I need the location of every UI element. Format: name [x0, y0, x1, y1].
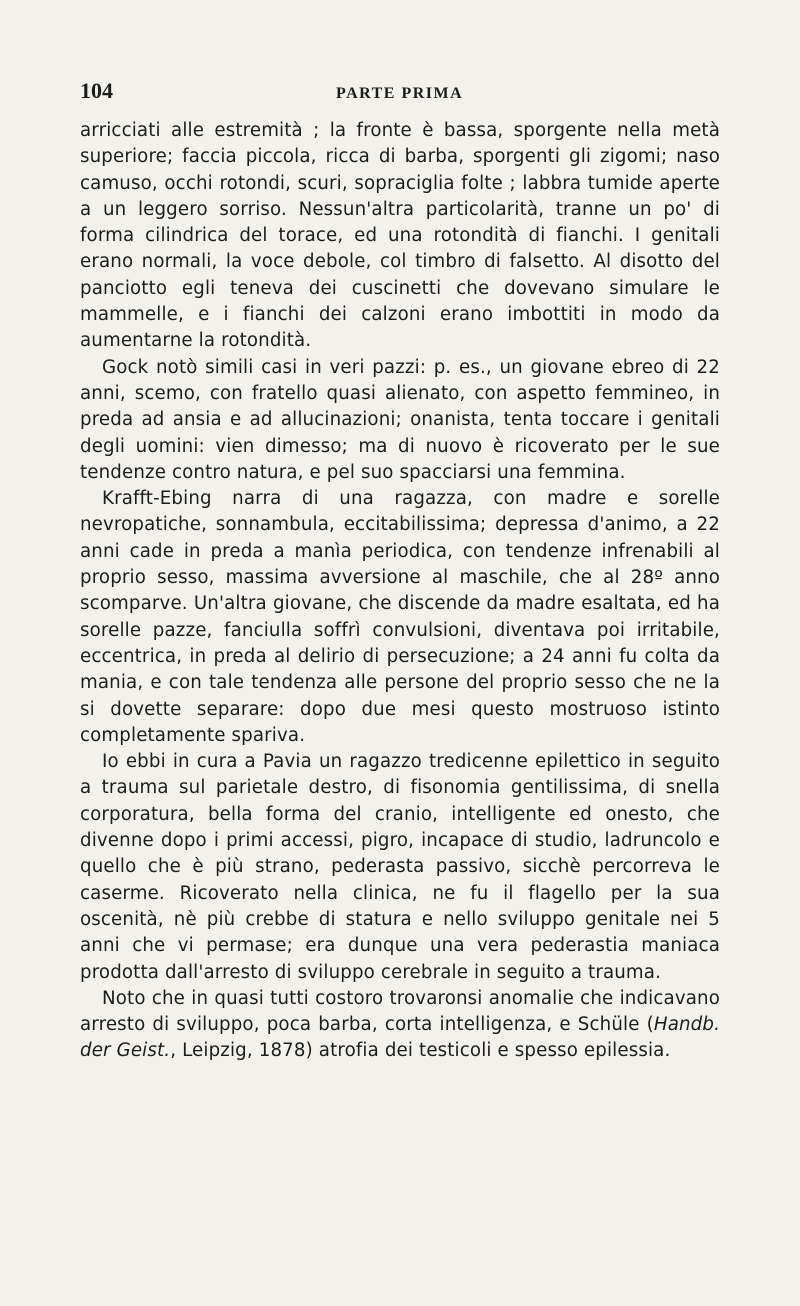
- paragraph: Krafft-Ebing narra di una ragazza, con madre e sorelle nevropatiche, sonnambula, eccitabilissima; depressa d'animo, a 22 anni cade in preda a manìa periodica, con tendenze infrenabili al proprio sesso, massima avversione al maschile, che al 28º anno scomparve. Un'altra giovane, che discende da madre esaltata, ed ha sorelle pazze, fanciulla soffrì convulsioni, diventava poi irritabile, eccentrica, in preda al delirio di persecuzione; a 24 anni fu colta da mania, e con tale tendenza alle persone del proprio sesso che ne la si dovette separare: dopo due mesi questo mostruoso istinto completamente spariva.: [80, 488, 720, 746]
- paragraph: Io ebbi in cura a Pavia un ragazzo tredicenne epilettico in seguito a trauma sul parietale destro, di fisonomia gentilissima, di snella corporatura, bella forma del cranio, intelligente ed onesto, che divenne dopo i primi accessi, pigro, incapace di studio, ladruncolo e quello che è più strano, pederasta passivo, sicchè percorreva le caserme. Ricoverato nella clinica, ne fu il flagello per la sua oscenità, nè più crebbe di statura e nello sviluppo genitale nei 5 anni che vi permase; era dunque una vera pederastia maniaca prodotta dall'arresto di sviluppo cerebrale in seguito a trauma.: [80, 751, 720, 983]
- running-head: PARTE PRIMA: [336, 85, 464, 102]
- body-text: [80, 118, 720, 1065]
- page-number: 104: [80, 78, 113, 103]
- paragraph-last: [80, 986, 720, 1065]
- paragraph: Gock notò simili casi in veri pazzi: p. es., un giovane ebreo di 22 anni, scemo, con fratello quasi alienato, con aspetto femmineo, in preda ad ansia e ad allucinazioni; onanista, tenta toccare i genitali degli uomini: vien dimesso; ma di nuovo è ricoverato per le sue tendenze contro natura, e pel suo spacciarsi una femmina.: [80, 356, 720, 483]
- citation-title: Handb. der Geist.: [80, 1014, 720, 1062]
- text-run: , Leipzig, 1878) atrofia dei testicoli e spesso epilessia.: [170, 1040, 671, 1062]
- text-run: Noto che in quasi tutti costoro trovaronsi anomalie che indicavano arresto di sviluppo, poca barba, corta intelligenza, e Schüle (: [80, 987, 720, 1036]
- paragraph: arricciati alle estremità ; la fronte è bassa, sporgente nella metà superiore; faccia piccola, ricca di barba, sporgenti gli zigomi; naso camuso, occhi rotondi, scuri, sopraciglia folte ; labbra tumide aperte a un leggero sorriso. Nessun'altra particolarità, tranne un po' di forma cilindrica del torace, ed una rotondità di fianchi. I genitali erano normali, la voce debole, col timbro di falsetto. Al disotto del panciotto egli teneva dei cuscinetti che dovevano simulare le mammelle, e i fianchi dei calzoni erano imbottiti in modo da aumentarne la rotondità.: [80, 120, 720, 352]
- page-header: [80, 78, 720, 112]
